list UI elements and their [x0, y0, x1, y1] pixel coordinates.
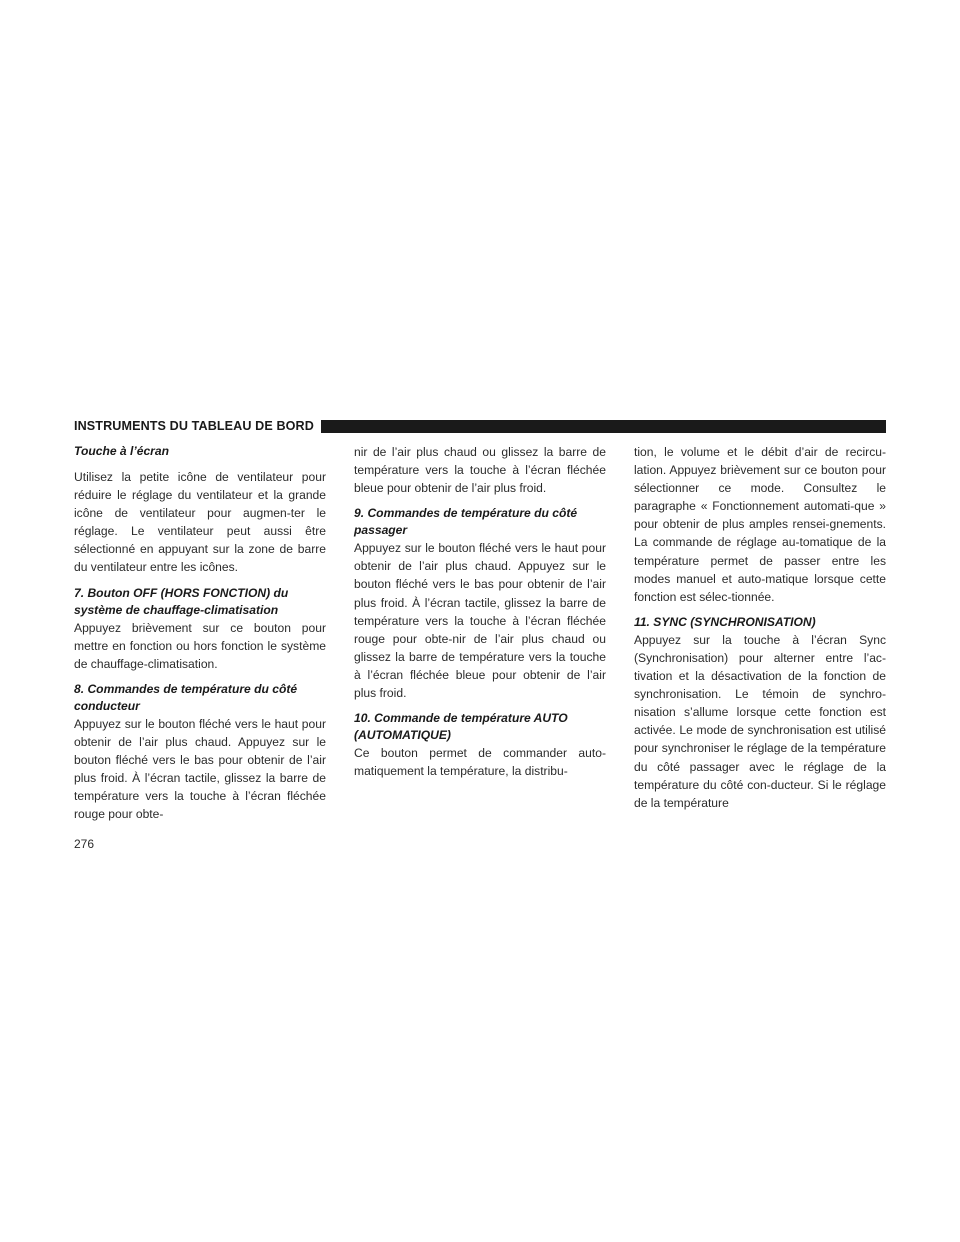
heading-item-8: 8. Commandes de température du côté conducteur: [74, 681, 298, 713]
paragraph-item-11: Appuyez sur la touche à l’écran Sync (Synchronisation) pour alterner entre l’ac-tivation et la désactivation de la fonction de synchronisation. Le témoin de synchro-nisation s’allume lorsque cette fonction est activée. Le mode de synchronisation est utilisé pour synchroniser le réglage de la température du côté passager avec le réglage de la température du côté con-ducteur. Si le réglage de la température: [634, 632, 886, 810]
subheading-touch-screen: Touche à l’écran: [74, 444, 169, 458]
paragraph-fan-icons: Utilisez la petite icône de ventilateur pour réduire le réglage du ventilateur et la grande icône de ventilateur pour augmen-ter le réglage. Le ventilateur peut aussi être sélectionné en appuyant sur la zone de barre du ventilateur entre les icônes.: [74, 470, 326, 575]
heading-item-7: 7. Bouton OFF (HORS FONCTION) du système de chauffage-climatisation: [74, 585, 289, 617]
paragraph-item-10: Ce bouton permet de commander auto-matiquement la température, la distribu-: [354, 746, 606, 779]
section-header: [74, 417, 886, 435]
heading-item-9: 9. Commandes de température du côté passager: [354, 506, 578, 538]
text-column-3: [634, 443, 886, 820]
page-number: 276: [74, 837, 95, 851]
text-column-2: [354, 443, 606, 788]
header-rule: [321, 420, 886, 433]
heading-item-10: 10. Commande de température AUTO (AUTOMATIQUE): [354, 711, 568, 743]
paragraph-item-8-continued: nir de l’air plus chaud ou glissez la barre de température vers la touche à l’écran fléchée bleue pour obtenir de l’air plus froid.: [354, 445, 606, 496]
heading-item-11: 11. SYNC (SYNCHRONISATION): [634, 614, 816, 629]
section-title: INSTRUMENTS DU TABLEAU DE BORD: [74, 419, 314, 433]
paragraph-item-10-continued: tion, le volume et le débit d’air de recircu-lation. Appuyez brièvement sur ce bouton pour sélectionner ce mode. Consultez le paragraphe « Fonctionnement automati-que » pour obtenir de plus amples rensei-gnements. La commande de réglage au-tomatique de la température permet de passer entre les modes manuel et auto-matique lorsque cette fonction est sélec-tionnée.: [634, 445, 886, 604]
text-column-1: [74, 443, 326, 831]
paragraph-item-7: Appuyez brièvement sur ce bouton pour mettre en fonction ou hors fonction le système de chauffage-climatisation.: [74, 620, 326, 671]
paragraph-item-8: Appuyez sur le bouton fléché vers le haut pour obtenir de l’air plus chaud. Appuyez sur le bouton fléché vers le bas pour obtenir de l’air plus froid. À l’écran tactile, glissez la barre de température vers la touche à l’écran fléchée rouge pour obte-: [74, 716, 326, 822]
paragraph-item-9: Appuyez sur le bouton fléché vers le haut pour obtenir de l’air plus chaud. Appuyez sur le bouton fléché vers le bas pour obtenir de l’air plus froid. À l’écran tactile, glissez la barre de température vers la touche à l’écran fléchée rouge pour obte-nir de l’air plus chaud ou glissez la barre de température vers la touche à l’écran fléchée bleue pour obtenir de l’air plus froid.: [354, 541, 606, 701]
